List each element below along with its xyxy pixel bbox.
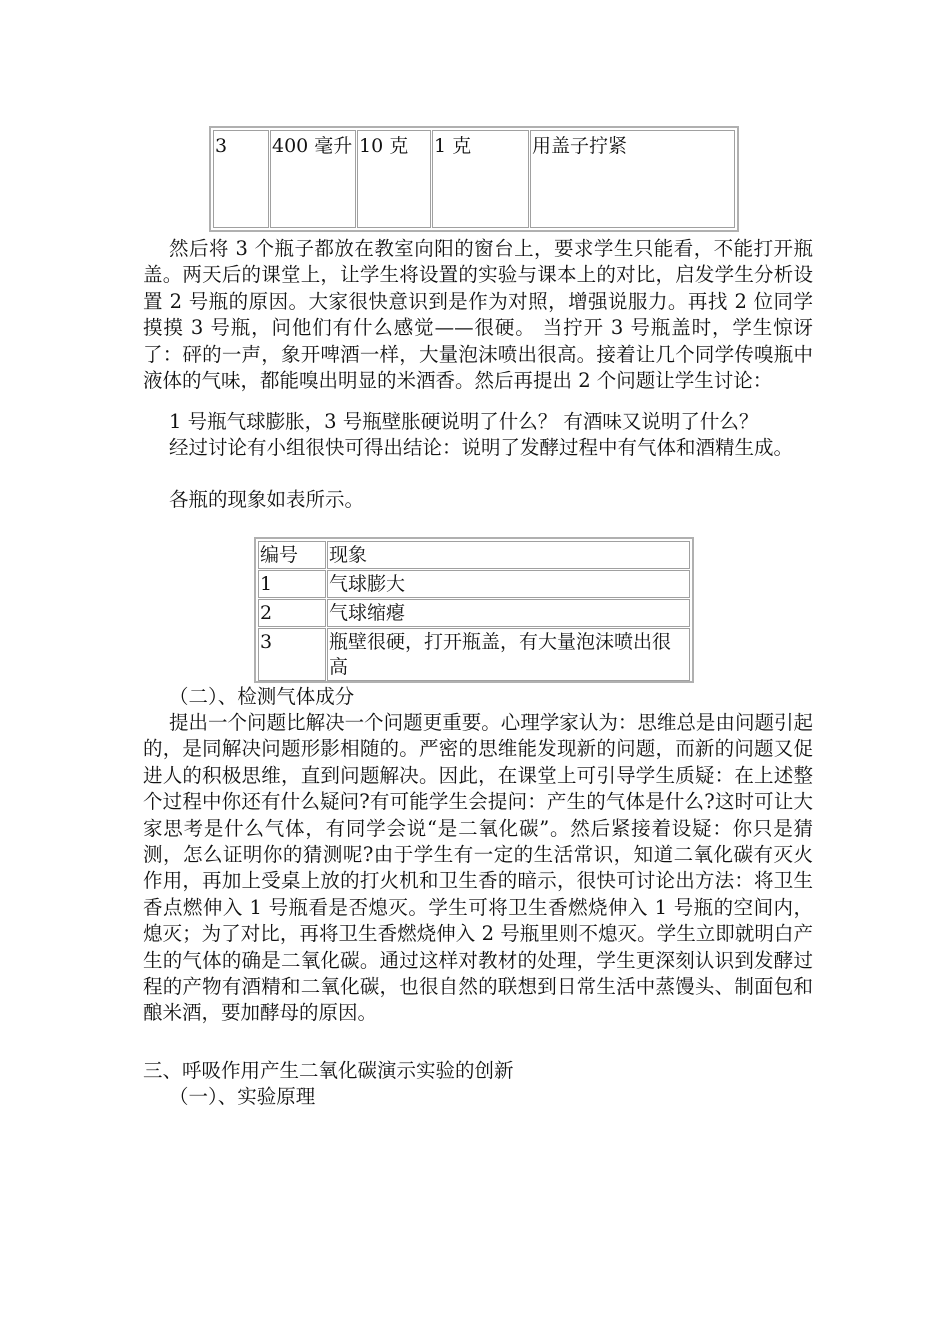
table-cell: 3 — [213, 130, 269, 228]
paragraph: 经过讨论有小组很快可得出结论：说明了发酵过程中有气体和酒精生成。 — [169, 436, 794, 459]
subsection-heading: （一）、实验原理 — [169, 1085, 316, 1108]
table-cell: 瓶壁很硬，打开瓶盖，有大量泡沫喷出很高 — [327, 628, 690, 681]
paragraph: 提出一个问题比解决一个问题更重要。心理学家认为：思维总是由问题引起的，是同解决问题形影相随的。严密的思维能发现新的问题，而新的问题又促进人的积极思维，直到问题解决。因此，在课堂上可引导学生质疑：在上述整个过程中你还有什么疑问?有可能学生会提问：产生的气体是什么?这时可让大家思考是什么气体，有同学会说“是二氧化碳”。然后紧接着设疑：你只是猜测，怎么证明你的猜测呢?由于学生有一定的生活常识，知道二氧化碳有灭火作用，再加上受桌上放的打火机和卫生香的暗示，很快可讨论出方法：将卫生香点燃伸入 1 号瓶看是否熄灭。学生可将卫生香燃烧伸入 1 号瓶的空间内，熄灭；为了对比，再将卫生香燃烧伸入 2 号瓶里则不熄灭。学生立即就明白产生的气体的确是二氧化碳。通过这样对教材的处理，学生更深刻认识到发酵过程的产物有酒精和二氧化碳，也很自然的联想到日常生活中蒸馒头、制面包和酿米酒，要加酵母的原因。 — [143, 711, 813, 1025]
paragraph: 然后将 3 个瓶子都放在教室向阳的窗台上，要求学生只能看，不能打开瓶盖。两天后的课堂上，让学生将设置的实验与课本上的对比，启发学生分析设置 2 号瓶的原因。大家很快意识到是作为对照，增强说服力。再找 2 位同学摸摸 3 号瓶，问他们有什么感觉——很硬。 当拧开 3 号瓶盖时，学生惊讶了：砰的一声，象开啤酒一样，大量泡沫喷出很高。接着让几个同学传嗅瓶中液体的气味，都能嗅出明显的米酒香。然后再提出 2 个问题让学生讨论： — [143, 237, 813, 393]
table-header-cell: 编号 — [258, 541, 326, 569]
table-cell: 用盖子拧紧 — [530, 130, 735, 228]
table-row — [213, 130, 735, 228]
table-cell: 10 克 — [357, 130, 431, 228]
table-cell: 1 — [258, 570, 326, 598]
table-header-cell: 现象 — [327, 541, 690, 569]
paragraph: 1 号瓶气球膨胀，3 号瓶壁胀硬说明了什么？ 有酒味又说明了什么？ — [169, 410, 759, 433]
section-heading: （二）、检测气体成分 — [169, 685, 355, 708]
section-heading: 三、呼吸作用产生二氧化碳演示实验的创新 — [143, 1059, 514, 1082]
table-row — [258, 570, 690, 598]
table-cell: 1 克 — [432, 130, 529, 228]
table-cell: 2 — [258, 599, 326, 627]
table-header-row — [258, 541, 690, 569]
table-cell: 气球膨大 — [327, 570, 690, 598]
phenomena-table — [254, 537, 694, 683]
table-row — [258, 599, 690, 627]
paragraph: 各瓶的现象如表所示。 — [169, 488, 365, 511]
table-row — [258, 628, 690, 681]
table-cell: 3 — [258, 628, 326, 681]
table-cell: 400 毫升 — [270, 130, 356, 228]
table-cell: 气球缩瘪 — [327, 599, 690, 627]
materials-table — [209, 126, 739, 232]
